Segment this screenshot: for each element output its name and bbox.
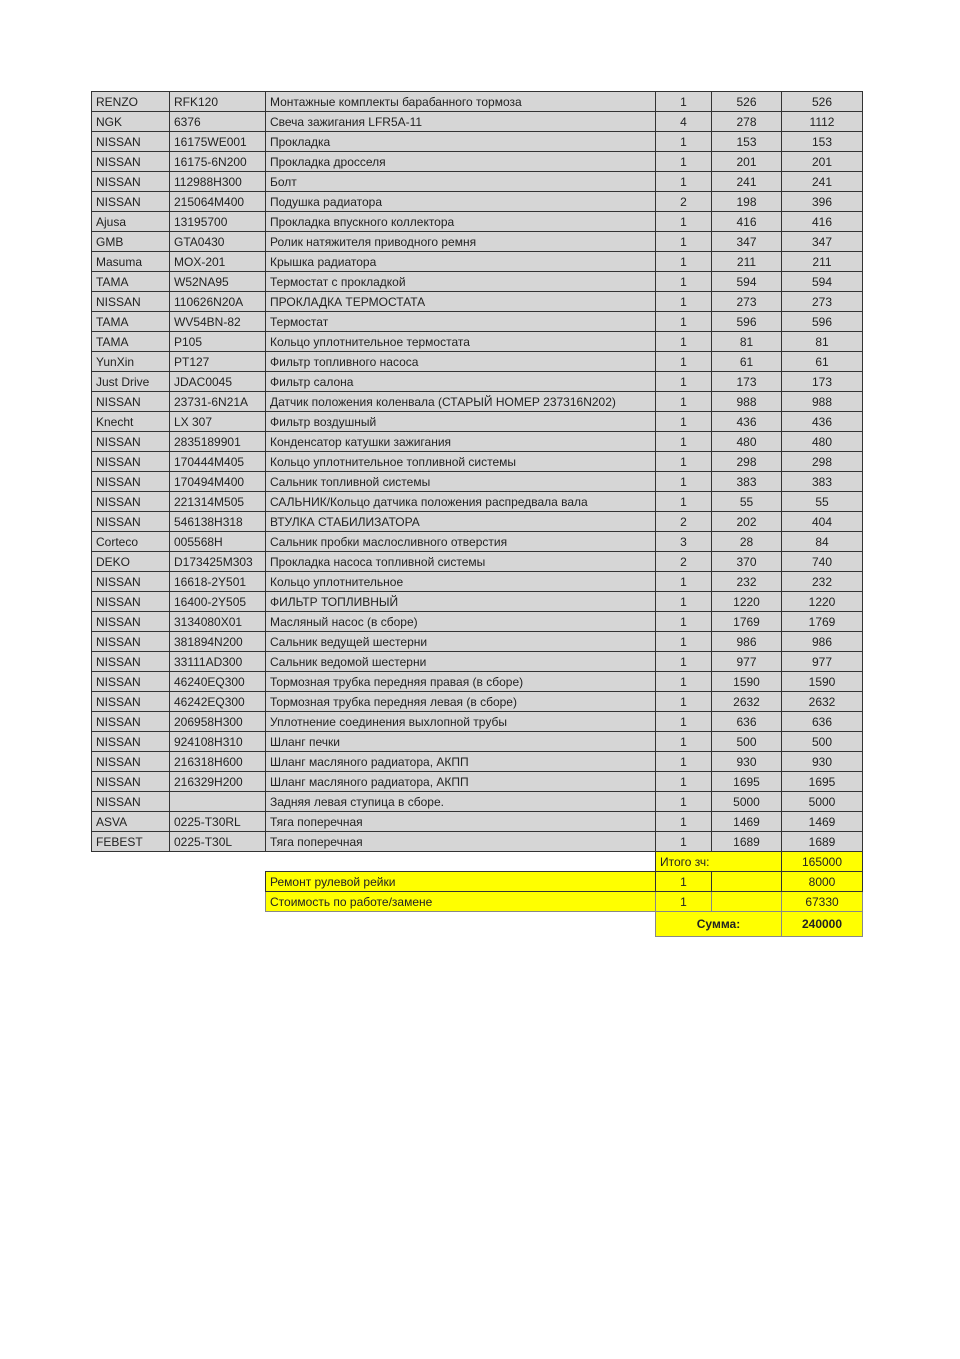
price-cell: 298 [712, 452, 782, 472]
description-cell: Прокладка дросселя [266, 152, 656, 172]
quantity-cell: 1 [656, 472, 712, 492]
line-total-cell: 396 [782, 192, 863, 212]
quantity-cell: 1 [656, 632, 712, 652]
table-row [92, 792, 863, 812]
table-row [92, 112, 863, 132]
price-cell: 198 [712, 192, 782, 212]
brand-cell: TAMA [92, 312, 170, 332]
price-cell: 594 [712, 272, 782, 292]
part-number-cell: MOX-201 [170, 252, 266, 272]
table-row [92, 292, 863, 312]
quantity-cell: 1 [656, 432, 712, 452]
quantity-cell: 2 [656, 192, 712, 212]
table-row [92, 572, 863, 592]
line-total-cell: 1112 [782, 112, 863, 132]
quantity-cell: 1 [656, 152, 712, 172]
brand-cell: NISSAN [92, 392, 170, 412]
part-number-cell: 924108H310 [170, 732, 266, 752]
description-cell: Кольцо уплотнительное [266, 572, 656, 592]
part-number-cell: 546138H318 [170, 512, 266, 532]
brand-cell: Ajusa [92, 212, 170, 232]
quantity-cell: 3 [656, 532, 712, 552]
part-number-cell: 216318H600 [170, 752, 266, 772]
quantity-cell: 1 [656, 372, 712, 392]
description-cell: Монтажные комплекты барабанного тормоза [266, 92, 656, 112]
part-number-cell: 206958H300 [170, 712, 266, 732]
quantity-cell: 1 [656, 792, 712, 812]
price-cell: 28 [712, 532, 782, 552]
price-cell: 526 [712, 92, 782, 112]
table-row [92, 332, 863, 352]
brand-cell: NISSAN [92, 792, 170, 812]
table-row [92, 372, 863, 392]
line-total-cell: 5000 [782, 792, 863, 812]
table-row [92, 712, 863, 732]
description-cell: ПРОКЛАДКА ТЕРМОСТАТА [266, 292, 656, 312]
line-total-cell: 201 [782, 152, 863, 172]
part-number-cell: PT127 [170, 352, 266, 372]
part-number-cell: 13195700 [170, 212, 266, 232]
table-row [92, 612, 863, 632]
table-row [92, 492, 863, 512]
description-cell: Масляный насос (в сборе) [266, 612, 656, 632]
part-number-cell: 23731-6N21A [170, 392, 266, 412]
price-cell: 202 [712, 512, 782, 532]
description-cell: Уплотнение соединения выхлопной трубы [266, 712, 656, 732]
table-row [92, 452, 863, 472]
line-total-cell: 153 [782, 132, 863, 152]
part-number-cell: 112988H300 [170, 172, 266, 192]
description-cell: Сальник ведомой шестерни [266, 652, 656, 672]
table-row [92, 172, 863, 192]
table-row [92, 812, 863, 832]
price-cell: 977 [712, 652, 782, 672]
price-cell: 241 [712, 172, 782, 192]
table-row [92, 592, 863, 612]
part-number-cell: 16175WE001 [170, 132, 266, 152]
brand-cell: NISSAN [92, 432, 170, 452]
brand-cell: NISSAN [92, 492, 170, 512]
part-number-cell: 170444M405 [170, 452, 266, 472]
brand-cell: NISSAN [92, 592, 170, 612]
price-cell: 273 [712, 292, 782, 312]
description-cell: Задняя левая ступица в сборе. [266, 792, 656, 812]
brand-cell: TAMA [92, 332, 170, 352]
description-cell: САЛЬНИК/Кольцо датчика положения распредвала вала [266, 492, 656, 512]
price-cell: 930 [712, 752, 782, 772]
brand-cell: NISSAN [92, 752, 170, 772]
quantity-cell: 1 [656, 452, 712, 472]
line-total-cell: 1220 [782, 592, 863, 612]
line-total-cell: 1590 [782, 672, 863, 692]
description-cell: Прокладка [266, 132, 656, 152]
description-cell: Фильтр салона [266, 372, 656, 392]
line-total-cell: 383 [782, 472, 863, 492]
brand-cell: NISSAN [92, 192, 170, 212]
grand-total-row [92, 912, 863, 937]
table-row [92, 432, 863, 452]
line-total-cell: 500 [782, 732, 863, 752]
price-cell: 211 [712, 252, 782, 272]
brand-cell: DEKO [92, 552, 170, 572]
price-cell: 1590 [712, 672, 782, 692]
price-cell: 5000 [712, 792, 782, 812]
brand-cell: NISSAN [92, 292, 170, 312]
description-cell: Шланг масляного радиатора, АКПП [266, 772, 656, 792]
brand-cell: NISSAN [92, 172, 170, 192]
brand-cell: NISSAN [92, 572, 170, 592]
line-total-cell: 986 [782, 632, 863, 652]
brand-cell: NISSAN [92, 132, 170, 152]
table-row [92, 512, 863, 532]
quantity-cell: 4 [656, 112, 712, 132]
quantity-cell: 1 [656, 292, 712, 312]
brand-cell: NISSAN [92, 512, 170, 532]
part-number-cell: 2835189901 [170, 432, 266, 452]
part-number-cell: 216329H200 [170, 772, 266, 792]
table-row [92, 252, 863, 272]
line-total-cell: 347 [782, 232, 863, 252]
parts-total-row [92, 852, 863, 872]
line-total-cell: 596 [782, 312, 863, 332]
table-row [92, 632, 863, 652]
brand-cell: TAMA [92, 272, 170, 292]
table-row [92, 132, 863, 152]
description-cell: Шланг масляного радиатора, АКПП [266, 752, 656, 772]
labor-total: 67330 [782, 892, 863, 912]
part-number-cell: 16175-6N200 [170, 152, 266, 172]
brand-cell: NGK [92, 112, 170, 132]
quantity-cell: 1 [656, 172, 712, 192]
part-number-cell: 381894N200 [170, 632, 266, 652]
table-row [92, 772, 863, 792]
brand-cell: NISSAN [92, 772, 170, 792]
description-cell: Ролик натяжителя приводного ремня [266, 232, 656, 252]
table-row [92, 832, 863, 852]
quantity-cell: 1 [656, 752, 712, 772]
line-total-cell: 416 [782, 212, 863, 232]
part-number-cell: 005568H [170, 532, 266, 552]
quantity-cell: 1 [656, 672, 712, 692]
table-row [92, 412, 863, 432]
line-total-cell: 173 [782, 372, 863, 392]
quantity-cell: 1 [656, 812, 712, 832]
brand-cell: NISSAN [92, 692, 170, 712]
line-total-cell: 55 [782, 492, 863, 512]
description-cell: Тяга поперечная [266, 812, 656, 832]
line-total-cell: 988 [782, 392, 863, 412]
table-row [92, 552, 863, 572]
part-number-cell: GTA0430 [170, 232, 266, 252]
description-cell: Шланг печки [266, 732, 656, 752]
table-row [92, 312, 863, 332]
part-number-cell: 16618-2Y501 [170, 572, 266, 592]
part-number-cell: 110626N20A [170, 292, 266, 312]
part-number-cell: 0225-T30L [170, 832, 266, 852]
description-cell: Прокладка насоса топливной системы [266, 552, 656, 572]
table-row [92, 232, 863, 252]
description-cell: Сальник пробки маслосливного отверстия [266, 532, 656, 552]
part-number-cell: 46242EQ300 [170, 692, 266, 712]
brand-cell: Masuma [92, 252, 170, 272]
line-total-cell: 81 [782, 332, 863, 352]
table-row [92, 192, 863, 212]
description-cell: Конденсатор катушки зажигания [266, 432, 656, 452]
part-number-cell [170, 792, 266, 812]
quantity-cell: 2 [656, 552, 712, 572]
quantity-cell: 1 [656, 572, 712, 592]
table-row [92, 692, 863, 712]
price-cell: 201 [712, 152, 782, 172]
grand-total-label: Сумма: [656, 912, 782, 937]
line-total-cell: 298 [782, 452, 863, 472]
line-total-cell: 211 [782, 252, 863, 272]
quantity-cell: 1 [656, 312, 712, 332]
price-cell: 1695 [712, 772, 782, 792]
quantity-cell: 2 [656, 512, 712, 532]
labor-label: Стоимость по работе/замене [266, 892, 656, 912]
line-total-cell: 273 [782, 292, 863, 312]
description-cell: Кольцо уплотнительное топливной системы [266, 452, 656, 472]
part-number-cell: 221314M505 [170, 492, 266, 512]
parts-total-value: 165000 [782, 852, 863, 872]
line-total-cell: 740 [782, 552, 863, 572]
quantity-cell: 1 [656, 492, 712, 512]
line-total-cell: 241 [782, 172, 863, 192]
brand-cell: Just Drive [92, 372, 170, 392]
price-cell: 383 [712, 472, 782, 492]
line-total-cell: 930 [782, 752, 863, 772]
line-total-cell: 636 [782, 712, 863, 732]
part-number-cell: D173425M303 [170, 552, 266, 572]
price-cell: 278 [712, 112, 782, 132]
price-cell: 232 [712, 572, 782, 592]
brand-cell: NISSAN [92, 672, 170, 692]
price-cell: 173 [712, 372, 782, 392]
price-cell: 480 [712, 432, 782, 452]
quantity-cell: 1 [656, 272, 712, 292]
line-total-cell: 232 [782, 572, 863, 592]
rack-repair-total: 8000 [782, 872, 863, 892]
description-cell: Тяга поперечная [266, 832, 656, 852]
table-row [92, 532, 863, 552]
description-cell: ВТУЛКА СТАБИЛИЗАТОРА [266, 512, 656, 532]
line-total-cell: 2632 [782, 692, 863, 712]
line-total-cell: 480 [782, 432, 863, 452]
table-row [92, 652, 863, 672]
description-cell: Прокладка впускного коллектора [266, 212, 656, 232]
table-row [92, 392, 863, 412]
price-cell: 1220 [712, 592, 782, 612]
quantity-cell: 1 [656, 592, 712, 612]
line-total-cell: 61 [782, 352, 863, 372]
quantity-cell: 1 [656, 772, 712, 792]
table-row [92, 92, 863, 112]
quantity-cell: 1 [656, 132, 712, 152]
part-number-cell: RFK120 [170, 92, 266, 112]
part-number-cell: 33111AD300 [170, 652, 266, 672]
rack-repair-qty: 1 [656, 872, 712, 892]
quantity-cell: 1 [656, 732, 712, 752]
price-cell: 500 [712, 732, 782, 752]
price-cell: 988 [712, 392, 782, 412]
part-number-cell: 170494M400 [170, 472, 266, 492]
price-cell: 61 [712, 352, 782, 372]
description-cell: Свеча зажигания LFR5A-11 [266, 112, 656, 132]
quantity-cell: 1 [656, 232, 712, 252]
description-cell: Болт [266, 172, 656, 192]
brand-cell: NISSAN [92, 152, 170, 172]
brand-cell: FEBEST [92, 832, 170, 852]
quantity-cell: 1 [656, 712, 712, 732]
line-total-cell: 594 [782, 272, 863, 292]
part-number-cell: W52NA95 [170, 272, 266, 292]
part-number-cell: WV54BN-82 [170, 312, 266, 332]
price-cell: 55 [712, 492, 782, 512]
part-number-cell: 0225-T30RL [170, 812, 266, 832]
line-total-cell: 84 [782, 532, 863, 552]
price-cell: 436 [712, 412, 782, 432]
line-total-cell: 1769 [782, 612, 863, 632]
quantity-cell: 1 [656, 692, 712, 712]
part-number-cell: P105 [170, 332, 266, 352]
price-cell: 370 [712, 552, 782, 572]
quantity-cell: 1 [656, 92, 712, 112]
description-cell: Фильтр воздушный [266, 412, 656, 432]
brand-cell: NISSAN [92, 612, 170, 632]
rack-repair-row [92, 872, 863, 892]
description-cell: Крышка радиатора [266, 252, 656, 272]
part-number-cell: 16400-2Y505 [170, 592, 266, 612]
table-row [92, 352, 863, 372]
brand-cell: ASVA [92, 812, 170, 832]
line-total-cell: 1689 [782, 832, 863, 852]
price-cell: 1469 [712, 812, 782, 832]
description-cell: Сальник ведущей шестерни [266, 632, 656, 652]
price-cell: 81 [712, 332, 782, 352]
table-row [92, 272, 863, 292]
price-cell: 2632 [712, 692, 782, 712]
quantity-cell: 1 [656, 212, 712, 232]
price-cell: 153 [712, 132, 782, 152]
price-cell: 416 [712, 212, 782, 232]
brand-cell: NISSAN [92, 712, 170, 732]
quantity-cell: 1 [656, 332, 712, 352]
description-cell: Датчик положения коленвала (СТАРЫЙ НОМЕР 237316N202) [266, 392, 656, 412]
description-cell: Кольцо уплотнительное термостата [266, 332, 656, 352]
quantity-cell: 1 [656, 252, 712, 272]
part-number-cell: LX 307 [170, 412, 266, 432]
brand-cell: NISSAN [92, 452, 170, 472]
line-total-cell: 1469 [782, 812, 863, 832]
labor-qty: 1 [656, 892, 712, 912]
quantity-cell: 1 [656, 412, 712, 432]
part-number-cell: 46240EQ300 [170, 672, 266, 692]
table-row [92, 672, 863, 692]
brand-cell: Corteco [92, 532, 170, 552]
price-cell: 986 [712, 632, 782, 652]
price-cell: 1769 [712, 612, 782, 632]
brand-cell: NISSAN [92, 732, 170, 752]
brand-cell: YunXin [92, 352, 170, 372]
brand-cell: GMB [92, 232, 170, 252]
brand-cell: Knecht [92, 412, 170, 432]
labor-row [92, 892, 863, 912]
quantity-cell: 1 [656, 392, 712, 412]
description-cell: ФИЛЬТР ТОПЛИВНЫЙ [266, 592, 656, 612]
table-row [92, 472, 863, 492]
grand-total-value: 240000 [782, 912, 863, 937]
quantity-cell: 1 [656, 652, 712, 672]
description-cell: Тормозная трубка передняя левая (в сборе) [266, 692, 656, 712]
price-cell: 347 [712, 232, 782, 252]
description-cell: Термостат с прокладкой [266, 272, 656, 292]
quantity-cell: 1 [656, 352, 712, 372]
description-cell: Подушка радиатора [266, 192, 656, 212]
parts-total-label: Итого зч: [656, 852, 782, 872]
part-number-cell: 3134080X01 [170, 612, 266, 632]
line-total-cell: 526 [782, 92, 863, 112]
part-number-cell: 6376 [170, 112, 266, 132]
table-row [92, 152, 863, 172]
line-total-cell: 436 [782, 412, 863, 432]
brand-cell: NISSAN [92, 652, 170, 672]
description-cell: Сальник топливной системы [266, 472, 656, 492]
line-total-cell: 1695 [782, 772, 863, 792]
part-number-cell: JDAC0045 [170, 372, 266, 392]
price-cell: 636 [712, 712, 782, 732]
brand-cell: NISSAN [92, 632, 170, 652]
description-cell: Фильтр топливного насоса [266, 352, 656, 372]
line-total-cell: 404 [782, 512, 863, 532]
table-row [92, 212, 863, 232]
line-total-cell: 977 [782, 652, 863, 672]
quantity-cell: 1 [656, 832, 712, 852]
table-row [92, 752, 863, 772]
price-cell: 596 [712, 312, 782, 332]
part-number-cell: 215064M400 [170, 192, 266, 212]
rack-repair-label: Ремонт рулевой рейки [266, 872, 656, 892]
description-cell: Тормозная трубка передняя правая (в сборе) [266, 672, 656, 692]
brand-cell: RENZO [92, 92, 170, 112]
brand-cell: NISSAN [92, 472, 170, 492]
table-row [92, 732, 863, 752]
parts-table [91, 91, 863, 937]
description-cell: Термостат [266, 312, 656, 332]
quantity-cell: 1 [656, 612, 712, 632]
price-cell: 1689 [712, 832, 782, 852]
